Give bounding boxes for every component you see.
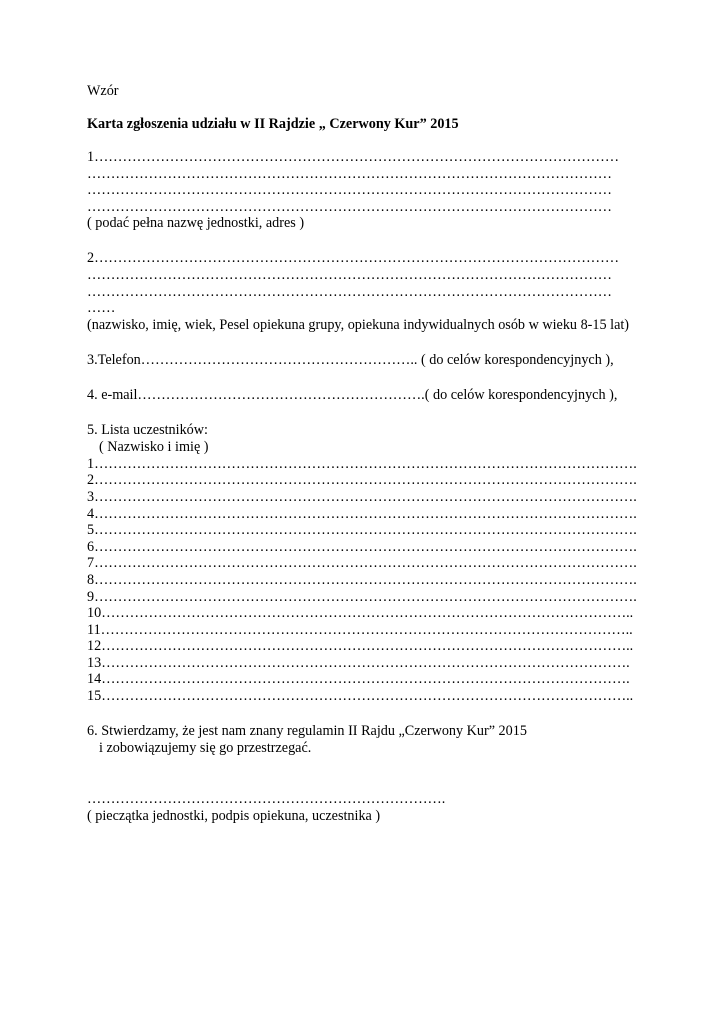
signature-block bbox=[87, 791, 647, 825]
participant-line: 1……………………………………………………………………………………………………. bbox=[87, 455, 637, 472]
section-1-unit bbox=[87, 149, 647, 232]
template-label: Wzór bbox=[87, 83, 119, 99]
section-2-line: 2………………………………………………………………………………………………… bbox=[87, 250, 620, 267]
section-2-guardian bbox=[87, 250, 647, 333]
section-1-line: ………………………………………………………………………………………………… bbox=[87, 165, 612, 182]
signature-hint: ( pieczątka jednostki, podpis opiekuna, uczestnika ) bbox=[87, 807, 381, 824]
section-5-participants bbox=[87, 422, 647, 705]
participant-line: 12………………………………………………………………………………………………….. bbox=[87, 638, 634, 655]
section-1-line: 1………………………………………………………………………………………………… bbox=[87, 149, 620, 165]
participant-list bbox=[87, 456, 647, 705]
section-6-declaration bbox=[87, 723, 647, 757]
participant-line: 6……………………………………………………………………………………………………. bbox=[87, 538, 637, 555]
form-page bbox=[87, 83, 647, 825]
participant-line: 4……………………………………………………………………………………………………. bbox=[87, 505, 637, 522]
section-3-phone: 3.Telefon………………………………………………….. ( do celów korespondencyjnych ), bbox=[87, 351, 614, 368]
participant-line: 13…………………………………………………………………………………………………. bbox=[87, 654, 630, 671]
participants-heading: 5. Lista uczestników: bbox=[87, 421, 208, 438]
signature-line: …………………………………………………………………. bbox=[87, 790, 446, 807]
section-1-line: ………………………………………………………………………………………………… bbox=[87, 182, 612, 199]
participant-line: 10………………………………………………………………………………………………….. bbox=[87, 605, 634, 622]
section-2-line: ………………………………………………………………………………………………… bbox=[87, 266, 612, 283]
participant-line: 9……………………………………………………………………………………………………. bbox=[87, 588, 637, 605]
participant-line: 11………………………………………………………………………………………………….. bbox=[87, 621, 633, 638]
participant-line: 5……………………………………………………………………………………………………. bbox=[87, 522, 637, 539]
section-1-line: ………………………………………………………………………………………………… bbox=[87, 198, 612, 215]
participant-line: 7……………………………………………………………………………………………………. bbox=[87, 555, 637, 572]
participant-line: 15………………………………………………………………………………………………….. bbox=[87, 688, 634, 705]
declaration-line-1: 6. Stwierdzamy, że jest nam znany regulamin II Rajdu „Czerwony Kur” 2015 bbox=[87, 722, 527, 739]
participant-line: 14…………………………………………………………………………………………………. bbox=[87, 671, 630, 688]
section-2-hint: (nazwisko, imię, wiek, Pesel opiekuna grupy, opiekuna indywidualnych osób w wieku 8-15 lat) bbox=[87, 316, 630, 333]
section-2-line: …… bbox=[87, 300, 116, 317]
form-title: Karta zgłoszenia udziału w II Rajdzie „ Czerwony Kur” 2015 bbox=[87, 116, 459, 132]
declaration-line-2: i zobowiązujemy się go przestrzegać. bbox=[99, 739, 312, 756]
section-1-hint: ( podać pełna nazwę jednostki, adres ) bbox=[87, 215, 305, 232]
section-2-line: ………………………………………………………………………………………………… bbox=[87, 283, 612, 300]
participants-subheading: ( Nazwisko i imię ) bbox=[99, 438, 209, 455]
section-4-email: 4. e-mail…………………………………………………….( do celów korespondencyjnych ), bbox=[87, 386, 618, 403]
participant-line: 2……………………………………………………………………………………………………. bbox=[87, 472, 637, 489]
participant-line: 3……………………………………………………………………………………………………. bbox=[87, 488, 637, 505]
participant-line: 8……………………………………………………………………………………………………. bbox=[87, 571, 637, 588]
